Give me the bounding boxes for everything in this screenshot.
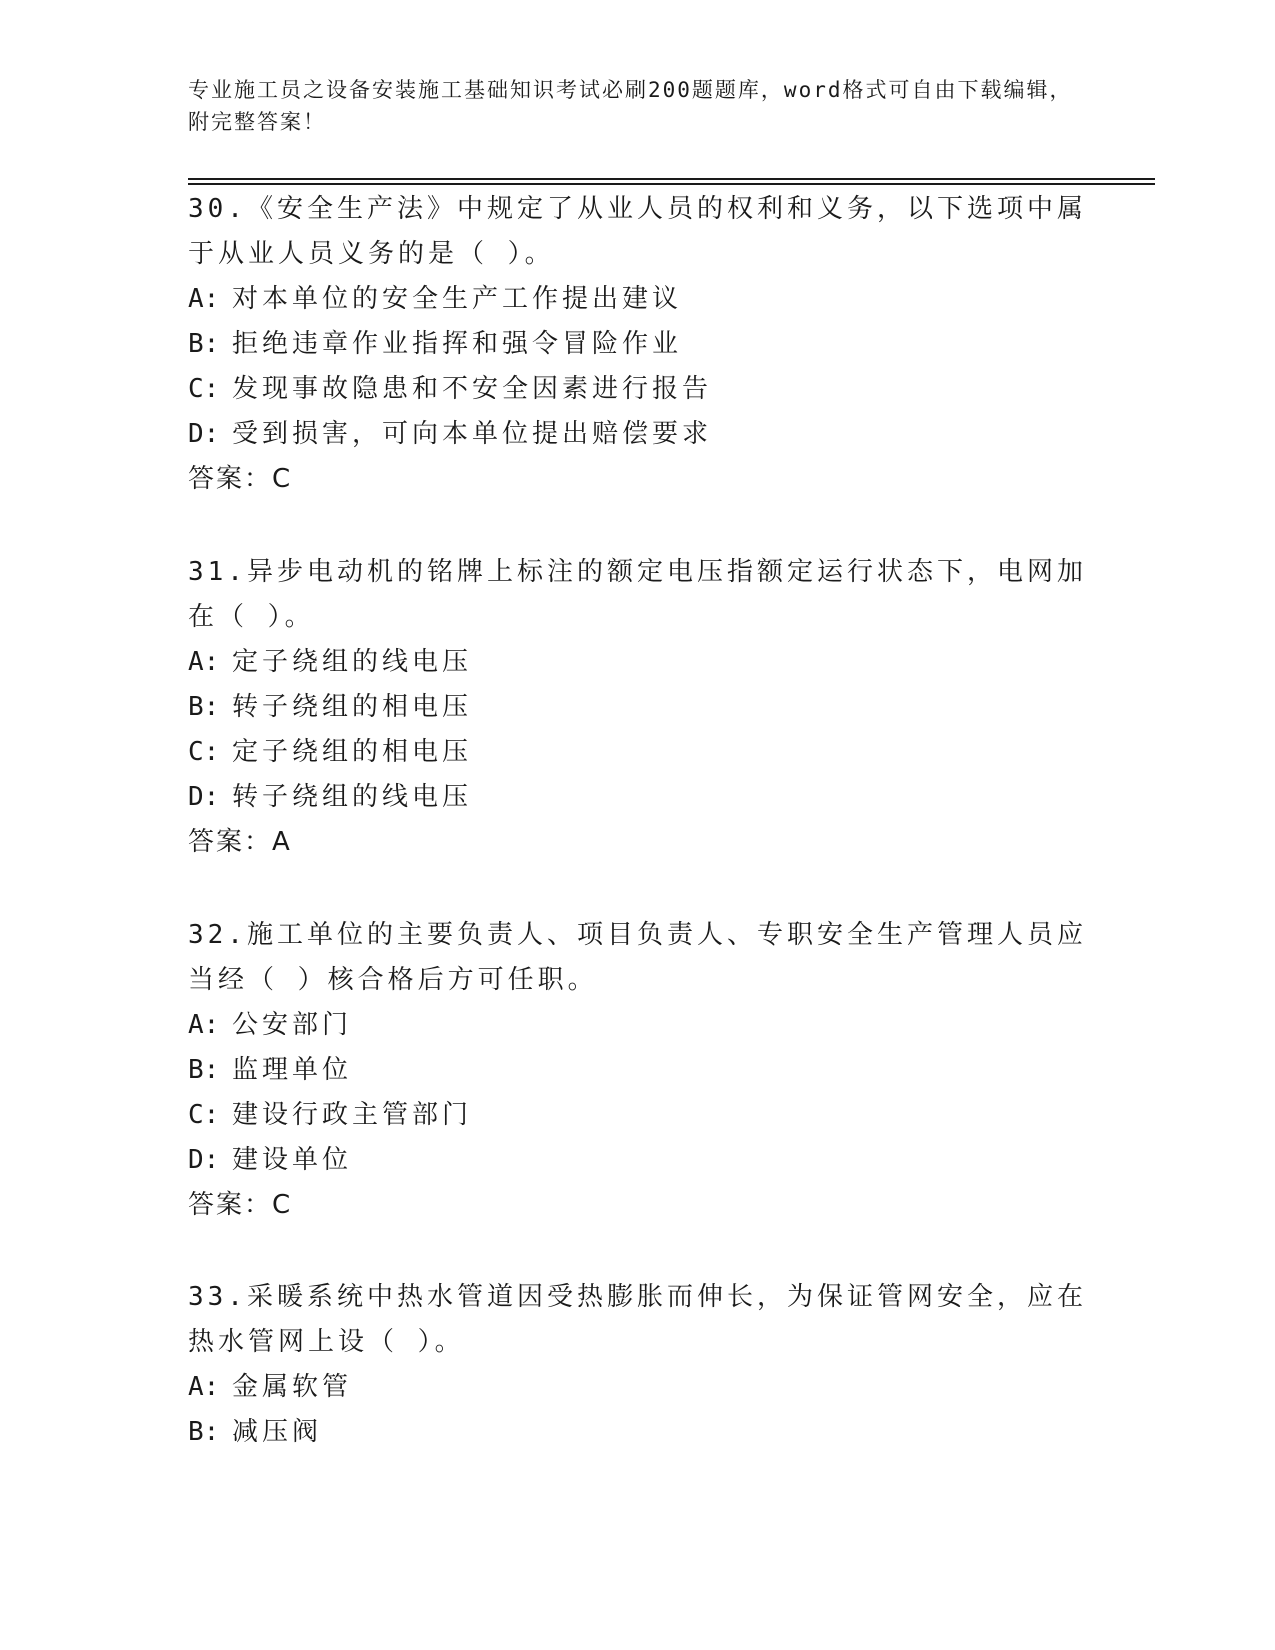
option-key: A: xyxy=(188,284,220,314)
option-b xyxy=(188,1048,1088,1093)
option-c xyxy=(188,367,1088,412)
question-33 xyxy=(188,1275,1088,1455)
option-text: 公安部门 xyxy=(232,1010,353,1040)
option-c xyxy=(188,730,1088,775)
option-a xyxy=(188,1003,1088,1048)
document-header: 专业施工员之设备安装施工基础知识考试必刷200题题库，word格式可自由下载编辑，附完整答案！ xyxy=(188,78,1073,134)
option-key: B: xyxy=(188,1417,220,1447)
option-text: 受到损害，可向本单位提出赔偿要求 xyxy=(232,419,713,449)
option-text: 对本单位的安全生产工作提出建议 xyxy=(232,284,683,314)
answer: 答案：A xyxy=(188,827,292,857)
option-key: D: xyxy=(188,1145,220,1175)
question-stem: 31.异步电动机的铭牌上标注的额定电压指额定运行状态下，电网加在（ ）。 xyxy=(188,557,1087,632)
option-d xyxy=(188,1138,1088,1183)
option-b xyxy=(188,322,1088,367)
option-key: D: xyxy=(188,782,220,812)
option-key: B: xyxy=(188,1055,220,1085)
question-30 xyxy=(188,187,1088,502)
option-key: C: xyxy=(188,737,220,767)
question-stem: 30.《安全生产法》中规定了从业人员的权利和义务，以下选项中属于从业人员义务的是（ ）。 xyxy=(188,194,1087,269)
option-key: A: xyxy=(188,1372,220,1402)
answer: 答案：C xyxy=(188,1190,293,1220)
option-text: 监理单位 xyxy=(232,1055,353,1085)
option-text: 发现事故隐患和不安全因素进行报告 xyxy=(232,374,713,404)
header-divider-top xyxy=(188,178,1155,180)
option-text: 转子绕组的线电压 xyxy=(232,782,473,812)
answer: 答案：C xyxy=(188,464,293,494)
option-key: B: xyxy=(188,692,220,722)
option-key: B: xyxy=(188,329,220,359)
option-text: 转子绕组的相电压 xyxy=(232,692,473,722)
option-c xyxy=(188,1093,1088,1138)
option-text: 拒绝违章作业指挥和强令冒险作业 xyxy=(232,329,683,359)
option-key: C: xyxy=(188,374,220,404)
option-key: A: xyxy=(188,1010,220,1040)
question-32 xyxy=(188,913,1088,1228)
option-text: 建设单位 xyxy=(232,1145,353,1175)
header-divider-bottom xyxy=(188,183,1155,185)
question-stem: 32.施工单位的主要负责人、项目负责人、专职安全生产管理人员应当经（ ）核合格后方可任职。 xyxy=(188,920,1087,995)
option-b xyxy=(188,1410,1088,1455)
option-a xyxy=(188,1365,1088,1410)
option-text: 定子绕组的相电压 xyxy=(232,737,473,767)
option-key: C: xyxy=(188,1100,220,1130)
option-d xyxy=(188,412,1088,457)
option-d xyxy=(188,775,1088,820)
option-b xyxy=(188,685,1088,730)
option-text: 建设行政主管部门 xyxy=(232,1100,473,1130)
option-a xyxy=(188,640,1088,685)
question-31 xyxy=(188,550,1088,865)
option-text: 金属软管 xyxy=(232,1372,353,1402)
question-stem: 33.采暖系统中热水管道因受热膨胀而伸长，为保证管网安全，应在热水管网上设（ ）。 xyxy=(188,1282,1087,1357)
option-key: D: xyxy=(188,419,220,449)
option-text: 减压阀 xyxy=(232,1417,323,1447)
option-key: A: xyxy=(188,647,220,677)
option-a xyxy=(188,277,1088,322)
option-text: 定子绕组的线电压 xyxy=(232,647,473,677)
